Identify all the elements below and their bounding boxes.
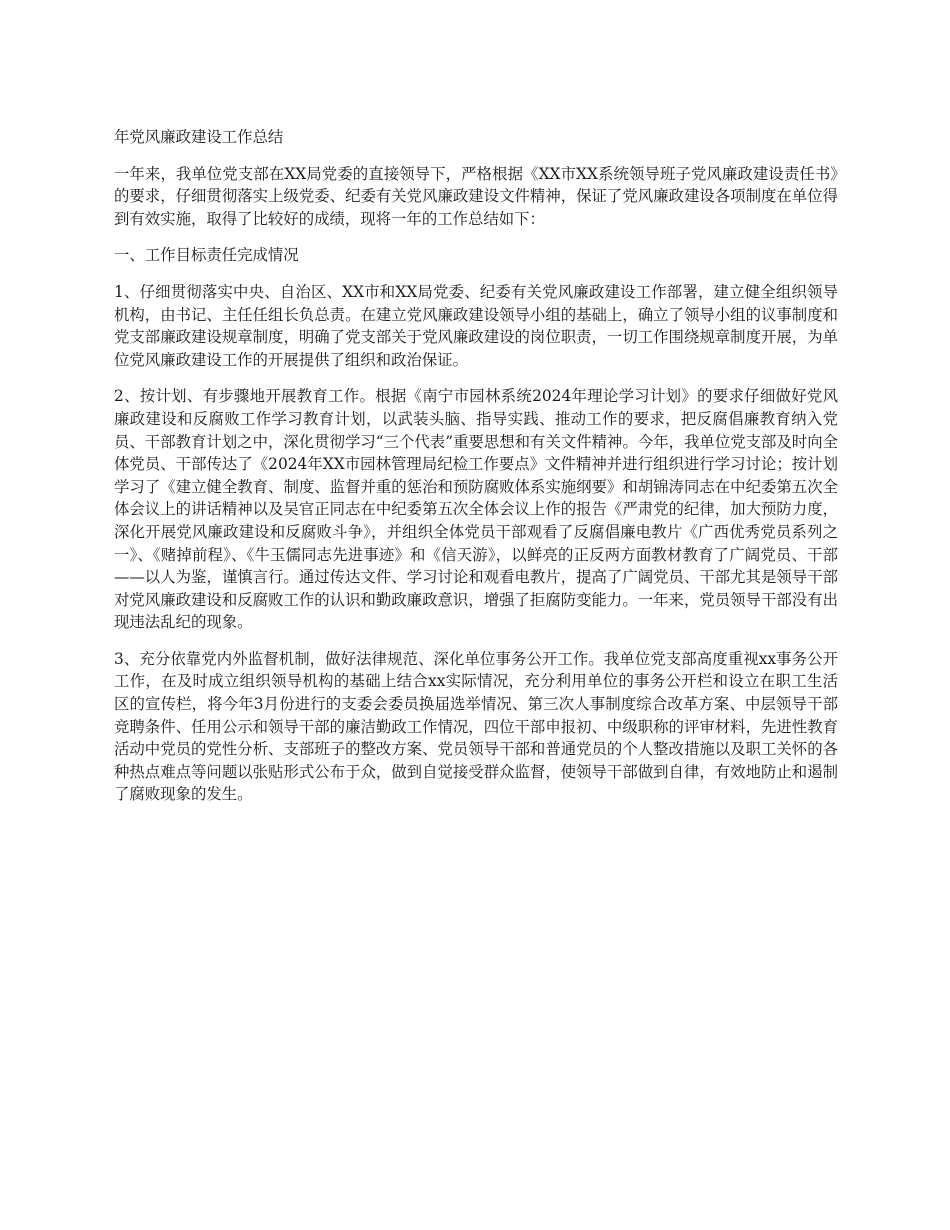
paragraph-3: 3、充分依靠党内外监督机制，做好法律规范、深化单位事务公开工作。我单位党支部高度重视xx事务公开工作，在及时成立组织领导机构的基础上结合xx实际情况，充分利用单位的事务公开栏和设立在职工生活区的宣传栏，将今年3月份进行的支委会委员换届选举情况、第三次人事制度综合改革方案、中层领导干部竞聘条件、任用公示和领导干部的廉洁勤政工作情况，四位干部申报初、中级职称的评审材料，先进性教育活动中党员的党性分析、支部班子的整改方案、党员领导干部和普通党员的个人整改措施以及职工关怀的各种热点难点等问题以张贴形式公布于众，做到自觉接受群众监督，使领导干部做到自律，有效地防止和遏制了腐败现象的发生。 [114, 649, 838, 804]
paragraph-1: 1、仔细贯彻落实中央、自治区、XX市和XX局党委、纪委有关党风廉政建设工作部署，建立健全组织领导机构，由书记、主任任组长负总责。在建立党风廉政建设领导小组的基础上，确立了领导小组的议事制度和党支部廉政建设规章制度，明确了党支部关于党风廉政建设的岗位职责，一切工作围绕规章制度开展，为单位党风廉政建设工作的开展提供了组织和政治保证。 [114, 282, 838, 369]
document-title: 年党风廉政建设工作总结 [114, 128, 284, 146]
document-body [114, 126, 838, 820]
paragraph-2: 2、按计划、有步骤地开展教育工作。根据《南宁市园林系统2024年理论学习计划》的要求仔细做好党风廉政建设和反腐败工作学习教育计划，以武装头脑、指导实践、推动工作的要求，把反腐倡廉教育纳入党员、干部教育计划之中，深化贯彻学习“三个代表”重要思想和有关文件精神。今年，我单位党支部及时向全体党员、干部传达了《2024年XX市园林管理局纪检工作要点》文件精神并进行组织进行学习讨论；按计划学习了《建立健全教育、制度、监督并重的惩治和预防腐败体系实施纲要》和胡锦涛同志在中纪委第五次全体会议上的讲话精神以及吴官正同志在中纪委第五次全体会议上作的报告《严肃党的纪律，加大预防力度，深化开展党风廉政建设和反腐败斗争》，并组织全体党员干部观看了反腐倡廉电教片《广西优秀党员系列之一》、《赌掉前程》、《牛玉儒同志先进事迹》和《信天游》，以鲜亮的正反两方面教材教育了广阔党员、干部——以人为鉴，谨慎言行。通过传达文件、学习讨论和观看电教片，提高了广阔党员、干部尤其是领导干部对党风廉政建设和反腐败工作的认识和勤政廉政意识，增强了拒腐防变能力。一年来，党员领导干部没有出现违法乱纪的现象。 [114, 387, 838, 632]
intro-paragraph: 一年来，我单位党支部在XX局党委的直接领导下，严格根据《XX市XX系统领导班子党风廉政建设责任书》的要求，仔细贯彻落实上级党委、纪委有关党风廉政建设文件精神，保证了党风廉政建设各项制度在单位得到有效实施，取得了比较好的成绩，现将一年的工作总结如下： [114, 164, 838, 228]
section-heading: 一、工作目标责任完成情况 [114, 246, 299, 265]
